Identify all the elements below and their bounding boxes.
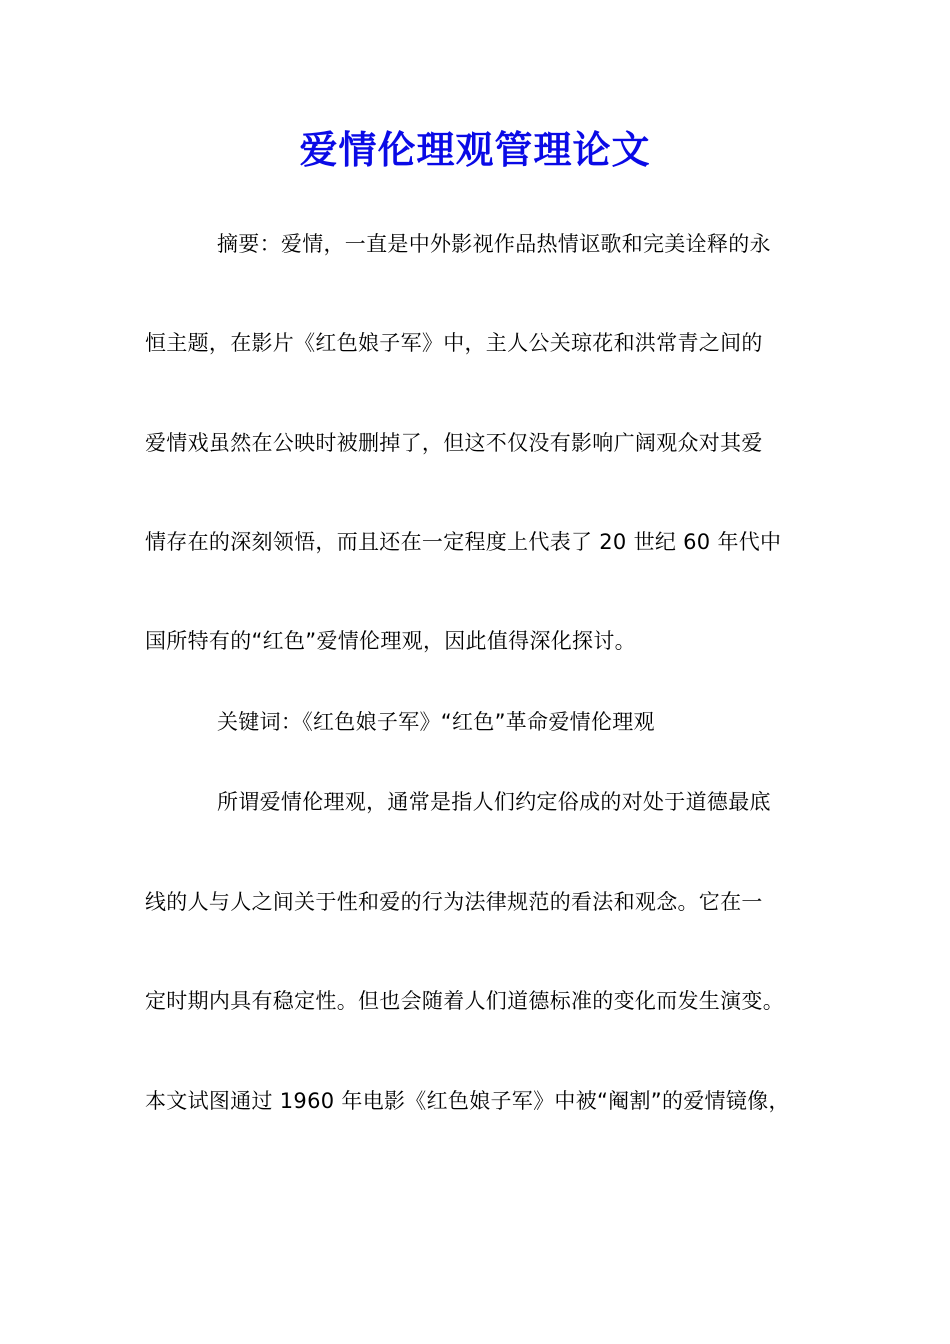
keywords-line: 关键词：《红色娘子军》“红色”革命爱情伦理观 <box>217 710 655 734</box>
body-line-4: 本文试图通过 1960 年电影《红色娘子军》中被“阉割”的爱情镜像， <box>145 1089 790 1113</box>
abstract-line-2: 恒主题，在影片《红色娘子军》中，主人公关琼花和洪常青之间的 <box>145 331 763 355</box>
body-line-2: 线的人与人之间关于性和爱的行为法律规范的看法和观念。它在一 <box>145 890 763 914</box>
body-line-3: 定时期内具有稳定性。但也会随着人们道德标准的变化而发生演变。 <box>145 989 784 1013</box>
abstract-line-1: 摘要：爱情，一直是中外影视作品热情讴歌和完美诠释的永 <box>217 232 771 256</box>
abstract-line-4: 情存在的深刻领悟，而且还在一定程度上代表了 20 世纪 60 年代中 <box>145 530 782 554</box>
document-title: 爱情伦理观管理论文 <box>299 127 651 172</box>
abstract-line-3: 爱情戏虽然在公映时被删掉了，但这不仅没有影响广阔观众对其爱 <box>145 431 763 455</box>
body-line-1: 所谓爱情伦理观，通常是指人们约定俗成的对处于道德最底 <box>217 790 771 814</box>
abstract-line-5: 国所特有的“红色”爱情伦理观，因此值得深化探讨。 <box>145 629 636 653</box>
